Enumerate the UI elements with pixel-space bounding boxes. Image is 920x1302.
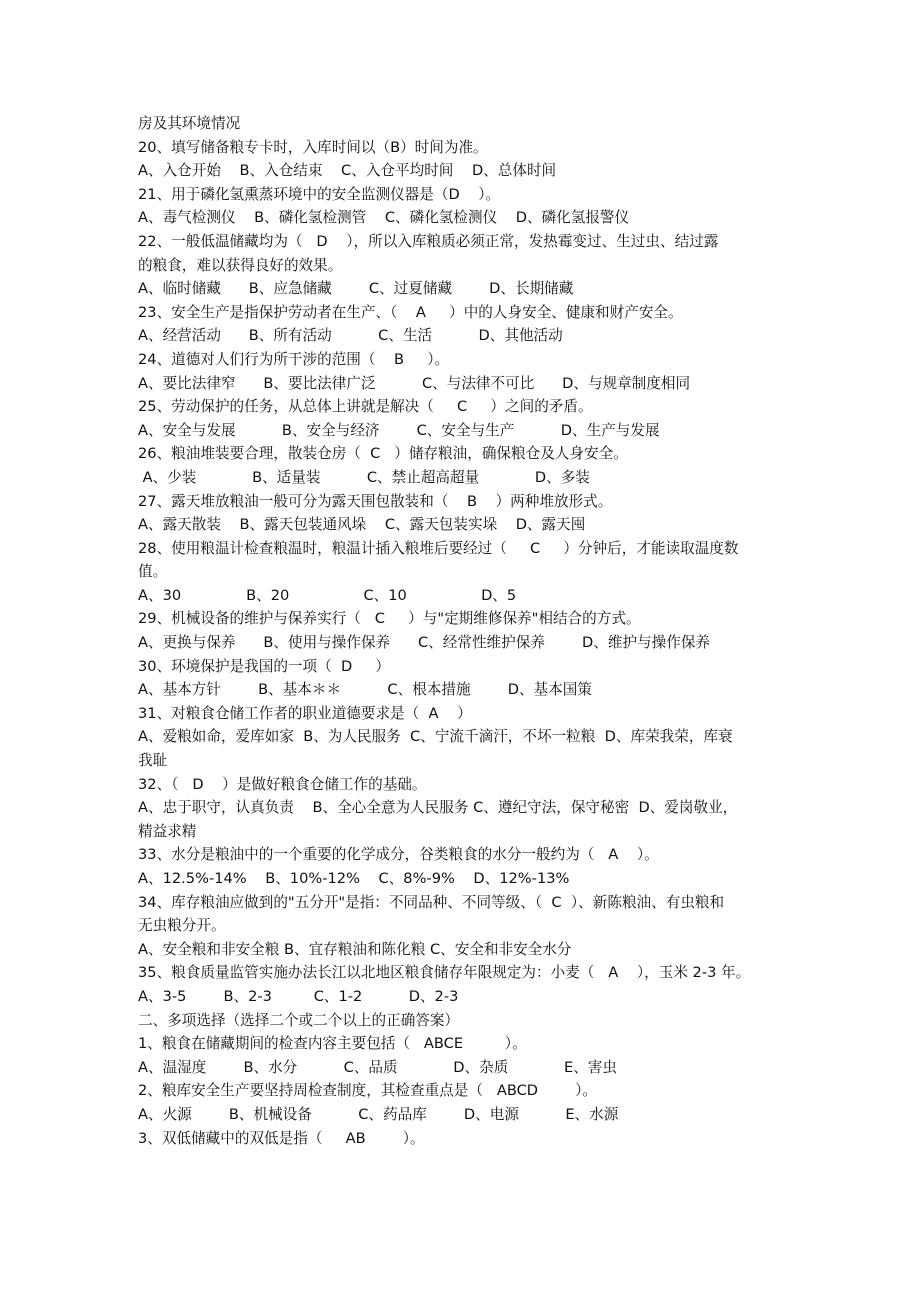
options-28: A、30 B、20 C、10 D、5 bbox=[138, 586, 517, 604]
options-31: A、爱粮如命，爱库如家 B、为人民服务 C、宁流千滴汗，不坏一粒粮 D、库荣我荣，库衰 bbox=[138, 728, 733, 746]
mc-question-2: 2、粮库安全生产要坚持周检查制度，其检查重点是（ ABCD ）。 bbox=[138, 1082, 598, 1100]
options-24: A、要比法律窄 B、要比法律广泛 C、与法律不可比 D、与规章制度相同 bbox=[138, 374, 691, 392]
question-34: 34、库存粮油应做到的"五分开"是指：不同品种、不同等级、（ C ）、新陈粮油、有虫粮和 bbox=[138, 893, 725, 911]
options-22: A、临时储藏 B、应急储藏 C、过夏储藏 D、长期储藏 bbox=[138, 280, 574, 298]
question-29: 29、机械设备的维护与保养实行（ C ）与"定期维修保养"相结合的方式。 bbox=[138, 610, 641, 628]
options-32-cont: 精益求精 bbox=[138, 822, 197, 840]
question-28-cont: 值。 bbox=[138, 563, 168, 581]
options-34: A、安全粮和非安全粮 B、宜存粮油和陈化粮 C、安全和非安全水分 bbox=[138, 940, 572, 958]
question-20: 20、填写储备粮专卡时，入库时间以（B）时间为准。 bbox=[138, 138, 488, 156]
question-30: 30、环境保护是我国的一项（ D ） bbox=[138, 657, 390, 675]
question-23: 23、安全生产是指保护劳动者在生产、（ A ）中的人身安全、健康和财产安全。 bbox=[138, 303, 683, 321]
question-26: 26、粮油堆装要合理，散装仓房（ C ）储存粮油，确保粮仓及人身安全。 bbox=[138, 445, 628, 463]
options-32: A、忠于职守，认真负责 B、全心全意为人民服务 C、遵纪守法，保守秘密 D、爱岗敬业， bbox=[138, 799, 738, 817]
text-line: 房及其环境情况 bbox=[138, 115, 241, 132]
question-28: 28、使用粮温计检查粮温时，粮温计插入粮堆后要经过（ C ）分钟后，才能读取温度数 bbox=[138, 539, 739, 557]
mc-question-1: 1、粮食在储藏期间的检查内容主要包括（ ABCE ）。 bbox=[138, 1035, 527, 1053]
options-21: A、毒气检测仪 B、磷化氢检测管 C、磷化氢检测仪 D、磷化氢报警仪 bbox=[138, 209, 630, 227]
question-32: 32、（ D ）是做好粮食仓储工作的基础。 bbox=[138, 775, 427, 793]
question-24: 24、道德对人们行为所干涉的范围（ B ）。 bbox=[138, 350, 450, 368]
question-31: 31、对粮食仓储工作者的职业道德要求是（ A ） bbox=[138, 704, 472, 722]
options-20: A、入仓开始 B、入仓结束 C、入仓平均时间 D、总体时间 bbox=[138, 162, 557, 180]
options-23: A、经营活动 B、所有活动 C、生活 D、其他活动 bbox=[138, 327, 563, 345]
mc-question-3: 3、双低储藏中的双低是指（ AB ）。 bbox=[138, 1129, 425, 1147]
options-33: A、12.5%-14% B、10%-12% C、8%-9% D、12%-13% bbox=[138, 870, 570, 887]
options-25: A、安全与发展 B、安全与经济 C、安全与生产 D、生产与发展 bbox=[138, 421, 660, 439]
question-27: 27、露天堆放粮油一般可分为露天围包散装和（ B ）两种堆放形式。 bbox=[138, 492, 613, 510]
options-31-cont: 我耻 bbox=[138, 752, 168, 770]
question-35: 35、粮食质量监管实施办法长江以北地区粮食储存年限规定为：小麦（ A ），玉米 2-3 年。 bbox=[138, 964, 751, 982]
options-29: A、更换与保养 B、使用与操作保养 C、经常性维护保养 D、维护与操作保养 bbox=[138, 634, 711, 652]
question-21: 21、用于磷化氢熏蒸环境中的安全监测仪器是（D ）。 bbox=[138, 185, 501, 203]
options-27: A、露天散装 B、露天包装通风垛 C、露天包装实垛 D、露天囤 bbox=[138, 516, 586, 534]
question-33: 33、水分是粮油中的一个重要的化学成分，谷类粮食的水分一般约为（ A ）。 bbox=[138, 846, 659, 864]
mc-options-1: A、温湿度 B、水分 C、品质 D、杂质 E、害虫 bbox=[138, 1058, 617, 1076]
mc-options-2: A、火源 B、机械设备 C、药品库 D、电源 E、水源 bbox=[138, 1105, 619, 1123]
section-heading-multiple-choice: 二、多项选择（选择二个或二个以上的正确答案） bbox=[138, 1011, 460, 1029]
options-26: A、少装 B、适量装 C、禁止超高超量 D、多装 bbox=[138, 468, 590, 486]
question-25: 25、劳动保护的任务，从总体上讲就是解决（ C ）之间的矛盾。 bbox=[138, 398, 593, 416]
question-22: 22、一般低温储藏均为（ D ），所以入库粮质必须正常，发热霉变过、生过虫、结过露 bbox=[138, 232, 719, 250]
options-35: A、3-5 B、2-3 C、1-2 D、2-3 bbox=[138, 987, 459, 1005]
options-30: A、基本方针 B、基本＊＊ C、根本措施 D、基本国策 bbox=[138, 681, 592, 699]
question-22-cont: 的粮食，难以获得良好的效果。 bbox=[138, 256, 343, 274]
document-body bbox=[138, 112, 798, 1150]
question-34-cont: 无虫粮分开。 bbox=[138, 917, 226, 935]
